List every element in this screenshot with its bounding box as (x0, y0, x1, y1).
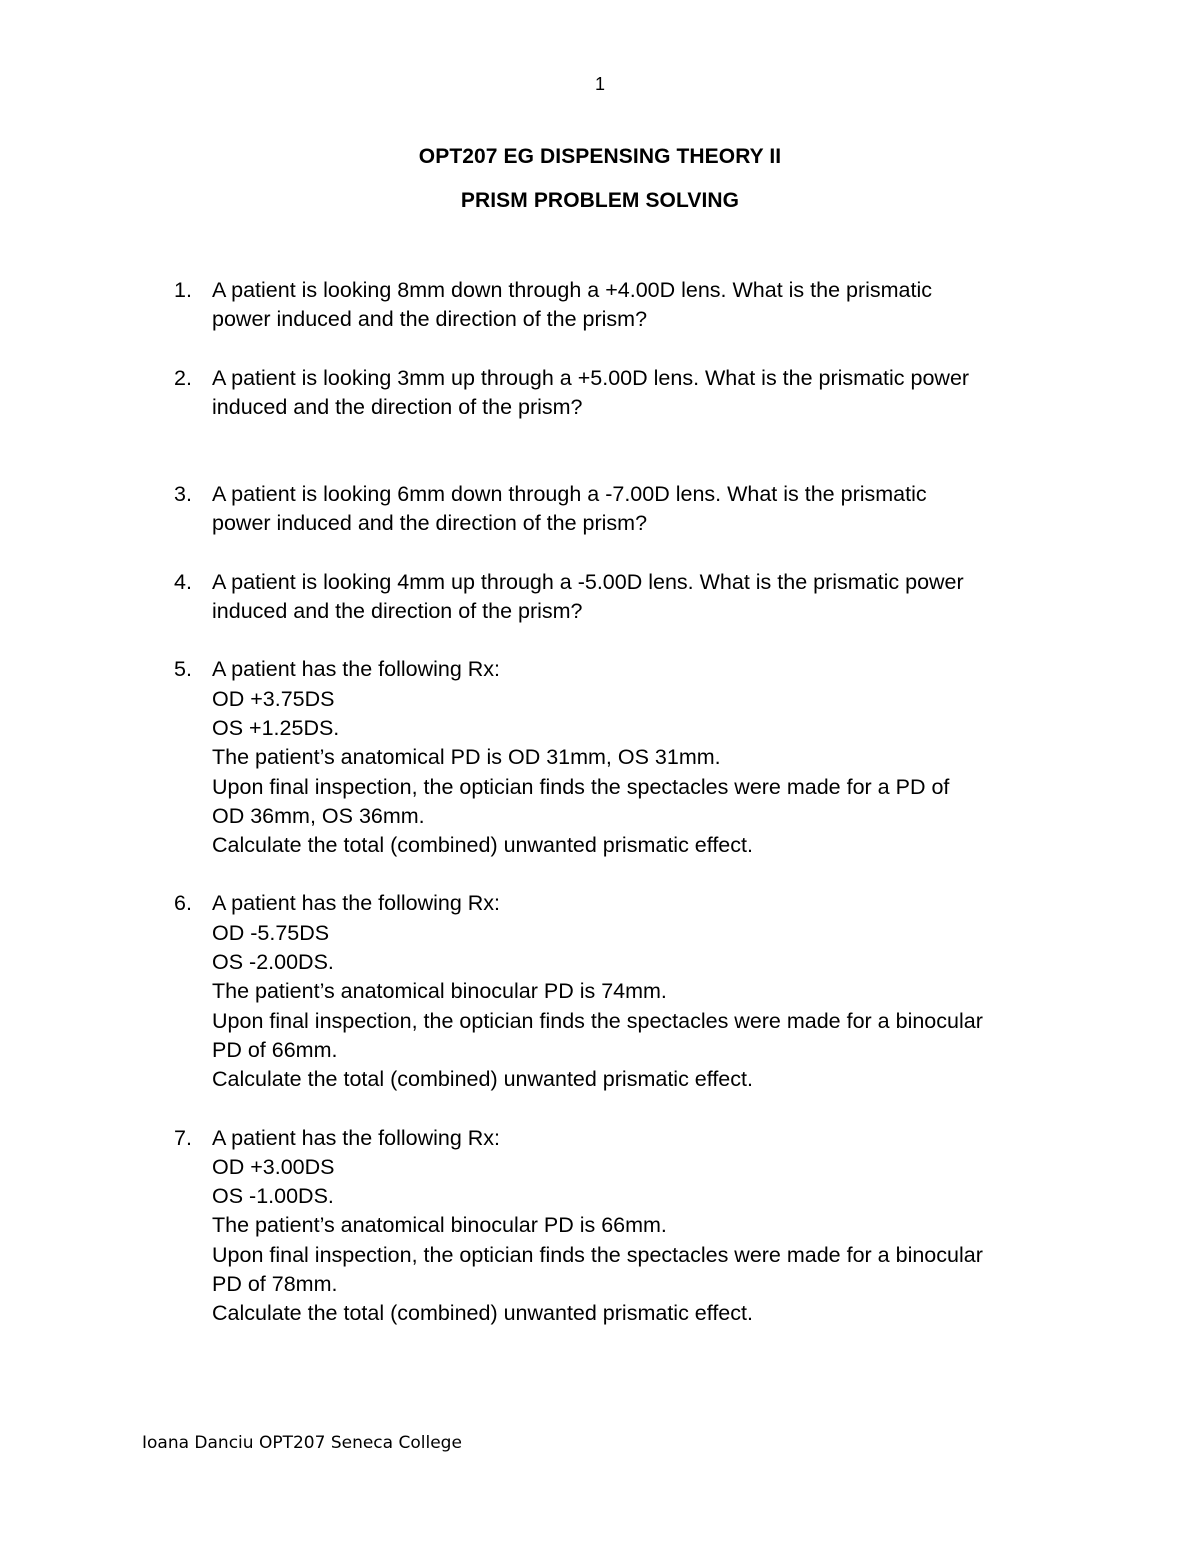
question-number: 4. (174, 569, 192, 594)
question-line: The patient’s anatomical binocular PD is 66mm. (212, 1213, 667, 1238)
document-title: OPT207 EG DISPENSING THEORY II (418, 145, 782, 168)
question-text (212, 364, 1072, 423)
question-line: OD +3.75DS (212, 686, 335, 711)
question-line: A patient has the following Rx: (212, 1125, 501, 1150)
question-line: OD 36mm, OS 36mm. (212, 803, 425, 828)
question-text (212, 889, 1072, 1094)
question-line: Calculate the total (combined) unwanted prismatic effect. (212, 833, 753, 858)
question-number: 3. (174, 482, 192, 507)
question-line: PD of 78mm. (212, 1272, 338, 1297)
question-line: The patient’s anatomical binocular PD is 74mm. (212, 979, 667, 1004)
question-line: induced and the direction of the prism? (212, 599, 583, 624)
question-text (212, 1124, 1072, 1329)
question-5 (0, 655, 1200, 860)
question-number: 5. (174, 657, 192, 682)
question-line: Calculate the total (combined) unwanted prismatic effect. (212, 1301, 753, 1326)
question-line: OS -2.00DS. (212, 950, 334, 975)
question-line: A patient is looking 6mm down through a -7.00D lens. What is the prismatic (212, 482, 927, 507)
question-list (0, 276, 1200, 1329)
question-2 (0, 364, 1200, 423)
question-6 (0, 889, 1200, 1094)
question-line: OS -1.00DS. (212, 1184, 334, 1209)
question-line: A patient is looking 3mm up through a +5.00D lens. What is the prismatic power (212, 365, 970, 390)
question-line: A patient is looking 4mm up through a -5.00D lens. What is the prismatic power (212, 569, 964, 594)
question-line: The patient’s anatomical PD is OD 31mm, OS 31mm. (212, 745, 721, 770)
question-line: Upon final inspection, the optician finds the spectacles were made for a PD of (212, 774, 950, 799)
question-number: 7. (174, 1125, 192, 1150)
question-line: OD +3.00DS (212, 1154, 335, 1179)
question-line: Upon final inspection, the optician finds the spectacles were made for a binocular (212, 1242, 983, 1267)
page-footer: Ioana Danciu OPT207 Seneca College (142, 1433, 462, 1453)
question-line: power induced and the direction of the prism? (212, 307, 648, 332)
document-subtitle: PRISM PROBLEM SOLVING (460, 189, 740, 212)
question-text (212, 655, 1072, 860)
question-line: power induced and the direction of the prism? (212, 511, 648, 536)
question-text (212, 568, 1072, 627)
question-line: A patient has the following Rx: (212, 891, 501, 916)
question-3 (0, 480, 1200, 539)
question-line: A patient is looking 8mm down through a +4.00D lens. What is the prismatic (212, 278, 933, 302)
question-line: PD of 66mm. (212, 1037, 338, 1062)
question-text (212, 480, 1072, 539)
question-text (212, 276, 1072, 335)
question-number: 1. (174, 278, 192, 302)
question-line: OD -5.75DS (212, 920, 330, 945)
question-number: 6. (174, 891, 192, 916)
question-1 (0, 276, 1200, 335)
question-number: 2. (174, 365, 192, 390)
page-number: 1 (594, 74, 605, 94)
question-line: Upon final inspection, the optician finds the spectacles were made for a binocular (212, 1008, 983, 1033)
question-7 (0, 1124, 1200, 1329)
question-4 (0, 568, 1200, 627)
question-line: OS +1.25DS. (212, 715, 340, 740)
question-line: Calculate the total (combined) unwanted prismatic effect. (212, 1067, 753, 1092)
question-line: induced and the direction of the prism? (212, 394, 583, 419)
question-line: A patient has the following Rx: (212, 657, 501, 682)
